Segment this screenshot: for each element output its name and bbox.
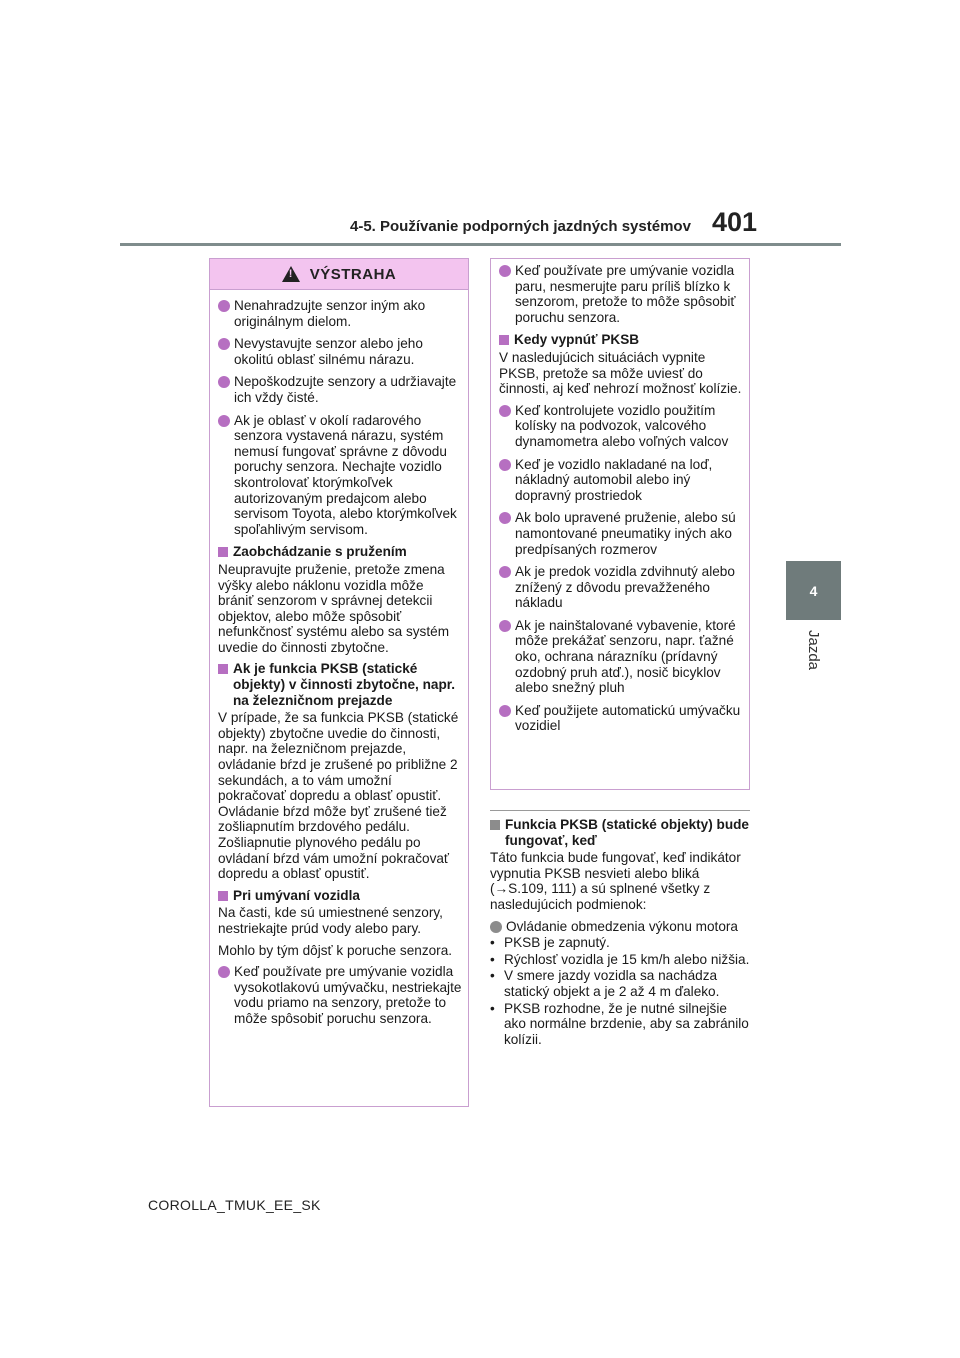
paragraph: V prípade, že sa funkcia PKSB (statické objekty) zbytočne uvedie do činnosti, napr. na železničnom prejazde, ovládanie bŕzd je zrušené po približne 2 sekundách, a to vám umožní pokračovať dopredu a oblasť opustiť. Ovládanie bŕzd môže byť zrušené tiež zošliapnutím brzdového pedálu. Zošliapnutie plynového pedálu po ovládaní bŕzd vám umožní pokračovať dopredu a oblasť opustiť. bbox=[218, 710, 459, 882]
paragraph: Mohlo by tým dôjsť k poruche senzora. bbox=[218, 942, 453, 958]
square-bullet-icon bbox=[218, 891, 228, 901]
subsection-title: Pri umývaní vozidla bbox=[233, 887, 360, 903]
bullet-text: Keď používate pre umývanie vozidla vysokotlakovú umývačku, nestriekajte vodu priamo na senzory, pretože to môže spôsobiť poruchu senzora. bbox=[234, 964, 462, 1026]
bullet-dot-icon bbox=[218, 338, 230, 350]
subsection-heading bbox=[218, 544, 462, 560]
chapter-label-text: Jazda bbox=[805, 630, 822, 671]
warning-box-right bbox=[490, 258, 750, 790]
list-item bbox=[218, 298, 462, 329]
bullet-dot-icon bbox=[490, 921, 502, 933]
bullet-dot-icon bbox=[499, 512, 511, 524]
paragraph: Na časti, kde sú umiestnené senzory, nestriekajte prúd vody alebo pary. bbox=[218, 905, 443, 936]
divider bbox=[490, 810, 750, 811]
right-column bbox=[490, 810, 750, 1048]
list-item bbox=[499, 510, 743, 557]
bullet-mark: • bbox=[490, 951, 495, 967]
list-item bbox=[218, 964, 462, 1026]
bullet-text: Keď je vozidlo nakladané na loď, nákladný automobil alebo iný dopravný prostriedok bbox=[515, 456, 713, 503]
bullet-dot-icon bbox=[499, 566, 511, 578]
bullet-text: Keď kontrolujete vozidlo použitím kolísky na podvozok, valcového dynamometra alebo voľných valcov bbox=[515, 402, 729, 449]
bullet-text: Ovládanie obmedzenia výkonu motora bbox=[506, 918, 738, 934]
header-rule bbox=[120, 243, 841, 246]
list-item bbox=[218, 336, 462, 367]
list-item bbox=[499, 263, 743, 325]
footer-model-code: COROLLA_TMUK_EE_SK bbox=[148, 1197, 321, 1213]
list-item bbox=[490, 968, 750, 999]
bullet-dot-icon bbox=[499, 405, 511, 417]
bullet-dot-icon bbox=[499, 265, 511, 277]
list-item bbox=[499, 618, 743, 696]
paragraph: Táto funkcia bude fungovať, keď indikátor vypnutia PKSB nesvieti alebo bliká (→S.109, 111) a sú splnené všetky z nasledujúcich podmienok: bbox=[490, 850, 741, 912]
bullet-text: Nepoškodzujte senzory a udržiavajte ich vždy čisté. bbox=[234, 374, 457, 405]
list-item bbox=[499, 457, 743, 504]
bullet-dot-icon bbox=[218, 415, 230, 427]
subsection-title: Funkcia PKSB (statické objekty) bude fungovať, keď bbox=[505, 817, 749, 848]
item-text: PKSB je zapnutý. bbox=[504, 935, 610, 951]
bullet-text: Ak bolo upravené pruženie, alebo sú namontované pneumatiky iných ako predpísaných rozmerov bbox=[515, 510, 736, 557]
list-item bbox=[218, 374, 462, 405]
list-item bbox=[499, 564, 743, 611]
square-bullet-icon bbox=[218, 664, 228, 674]
subsection-heading bbox=[218, 661, 462, 708]
subsection-heading bbox=[490, 817, 750, 848]
chapter-tab bbox=[786, 561, 841, 620]
subsection-heading bbox=[218, 888, 462, 904]
square-bullet-icon bbox=[490, 820, 500, 830]
section-title: 4-5. Používanie podporných jazdných systémov bbox=[350, 218, 691, 235]
bullet-mark: • bbox=[490, 968, 495, 984]
warning-label: VÝSTRAHA bbox=[309, 265, 397, 283]
bullet-dot-icon bbox=[218, 376, 230, 388]
warning-triangle-icon bbox=[282, 266, 300, 282]
bullet-dot-icon bbox=[218, 966, 230, 978]
item-text: V smere jazdy vozidla sa nachádza statický objekt a je 2 až 4 m ďaleko. bbox=[504, 968, 720, 999]
square-bullet-icon bbox=[499, 335, 509, 345]
bullet-dot-icon bbox=[499, 459, 511, 471]
warning-content bbox=[491, 259, 749, 734]
warning-content bbox=[210, 290, 468, 1027]
list-item bbox=[490, 952, 750, 968]
conditions-list bbox=[490, 935, 750, 1047]
bullet-text: Nenahradzujte senzor iným ako originálnym dielom. bbox=[234, 298, 426, 329]
paragraph: V nasledujúcich situáciách vypnite PKSB, pretože sa môže uviesť do činnosti, aj keď nehrozí možnosť kolízie. bbox=[499, 349, 742, 397]
warning-box-left bbox=[209, 258, 469, 1107]
list-item bbox=[499, 703, 743, 734]
chapter-label bbox=[802, 630, 826, 678]
paragraph: Neupravujte pruženie, pretože zmena výšky alebo náklonu vozidla môže brániť senzorom v správnej detekcii objektov, alebo môže spôsobiť nefunkčnosť systému alebo sa systém uvedie do činnosti zbytočne. bbox=[218, 561, 450, 655]
bullet-mark: • bbox=[490, 1000, 495, 1016]
list-item bbox=[490, 935, 750, 951]
subsection-title: Kedy vypnúť PKSB bbox=[514, 332, 640, 348]
list-item bbox=[490, 919, 750, 935]
bullet-dot-icon bbox=[499, 620, 511, 632]
subsection-title: Ak je funkcia PKSB (statické objekty) v činnosti zbytočne, napr. na železničnom prejazde bbox=[233, 661, 456, 708]
chapter-number: 4 bbox=[809, 582, 818, 599]
item-text: PKSB rozhodne, že je nutné silnejšie ako normálne brzdenie, aby sa zabránilo kolízii. bbox=[504, 1000, 749, 1047]
bullet-text: Keď použijete automatickú umývačku vozidiel bbox=[515, 702, 741, 734]
bullet-text: Ak je nainštalované vybavenie, ktoré môže prekážať senzoru, napr. ťažné oko, ochrana nárazníku (prídavný ozdobný pruh atď.), nosič bicyklov alebo snežný pluh bbox=[515, 617, 736, 696]
subsection-title: Zaobchádzanie s pružením bbox=[233, 544, 407, 560]
bullet-text: Ak je predok vozidla zdvihnutý alebo znížený z dôvodu prevažženého nákladu bbox=[515, 564, 735, 611]
list-item bbox=[499, 403, 743, 450]
subsection-heading bbox=[499, 332, 743, 348]
bullet-dot-icon bbox=[499, 705, 511, 717]
page-number: 401 bbox=[712, 207, 758, 237]
square-bullet-icon bbox=[218, 547, 228, 557]
bullet-text: Ak je oblasť v okolí radarového senzora vystavená nárazu, systém nemusí fungovať správne z dôvodu poruchy senzora. Nechajte vozidlo skontrolovať ktorýmkoľvek autorizovaným predajcom alebo servisom Toyota, alebo ktorýmkoľvek spoľahlivým servisom. bbox=[234, 412, 457, 537]
warning-header bbox=[210, 259, 468, 290]
list-item bbox=[218, 413, 462, 538]
bullet-text: Nevystavujte senzor alebo jeho okolitú oblasť silnému nárazu. bbox=[234, 336, 423, 367]
bullet-dot-icon bbox=[218, 300, 230, 312]
list-item bbox=[490, 1001, 750, 1048]
bullet-mark: • bbox=[490, 935, 495, 951]
bullet-text: Keď používate pre umývanie vozidla paru, nesmerujte paru príliš blízko k senzorom, pretože to môže spôsobiť poruchu senzora. bbox=[515, 263, 736, 325]
item-text: Rýchlosť vozidla je 15 km/h alebo nižšia. bbox=[504, 951, 750, 967]
